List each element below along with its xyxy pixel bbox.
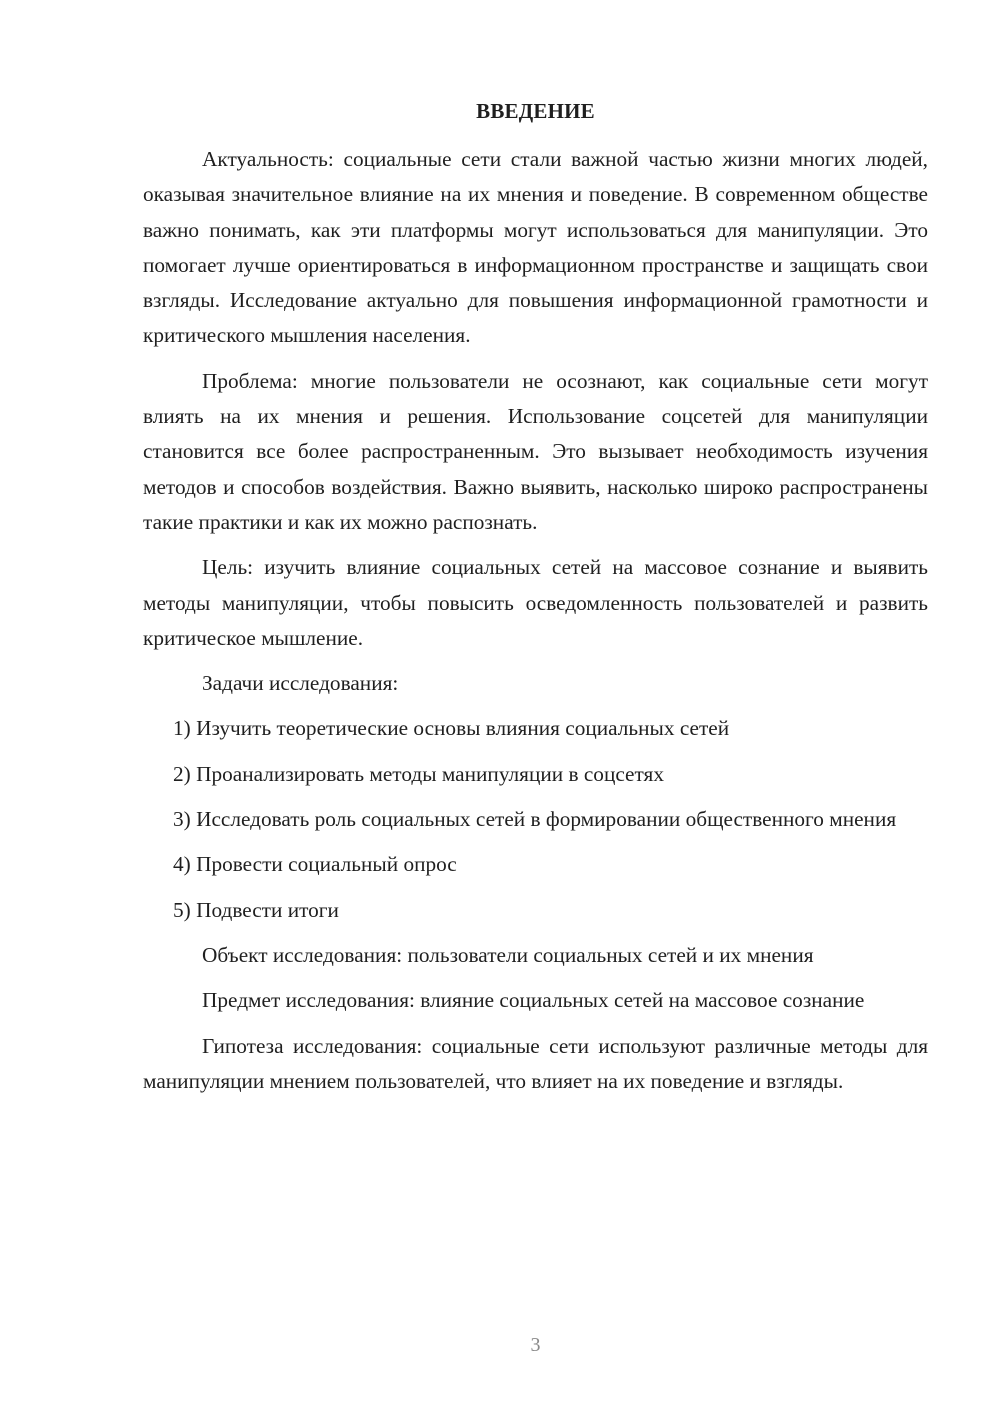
document-page (143, 0, 928, 1414)
task-item-3: 3) Исследовать роль социальных сетей в формировании общественного мнения (173, 807, 897, 832)
document-title: ВВЕДЕНИЕ (476, 99, 595, 123)
relevance-paragraph: Актуальность: социальные сети стали важной частью жизни многих людей, оказывая значительное влияние на их мнения и поведение. В современном обществе важно понимать, как эти платформы могут использоваться для манипуляции. Это помогает лучше ориентироваться в информационном пространстве и защищать свои взгляды. Исследование актуально для повышения информационной грамотности и критического мышления населения. (143, 147, 928, 348)
task-item-4: 4) Провести социальный опрос (173, 852, 457, 877)
hypothesis-paragraph: Гипотеза исследования: социальные сети используют различные методы для манипуляции мнением пользователей, что влияет на их поведение и взгляды. (143, 1033, 928, 1093)
object-paragraph: Объект исследования: пользователи социальных сетей и их мнения (202, 942, 814, 967)
task-item-2: 2) Проанализировать методы манипуляции в соцсетях (173, 761, 664, 786)
tasks-heading: Задачи исследования: (202, 671, 399, 696)
task-item-5: 5) Подвести итоги (173, 897, 339, 922)
task-item-1: 1) Изучить теоретические основы влияния социальных сетей (173, 716, 730, 741)
document-body (143, 142, 928, 1099)
goal-paragraph: Цель: изучить влияние социальных сетей на массовое сознание и выявить методы манипуляции, чтобы повысить осведомленность пользователей и развить критическое мышление. (143, 555, 928, 650)
page-number: 3 (530, 1334, 541, 1356)
subject-paragraph: Предмет исследования: влияние социальных сетей на массовое сознание (202, 988, 865, 1013)
problem-paragraph: Проблема: многие пользователи не осознают, как социальные сети могут влиять на их мнения и решения. Использование соцсетей для манипуляции становится все более распространенным. Это вызывает необходимость изучения методов и способов воздействия. Важно выявить, насколько широко распространены такие практики и как их можно распознать. (143, 368, 928, 534)
